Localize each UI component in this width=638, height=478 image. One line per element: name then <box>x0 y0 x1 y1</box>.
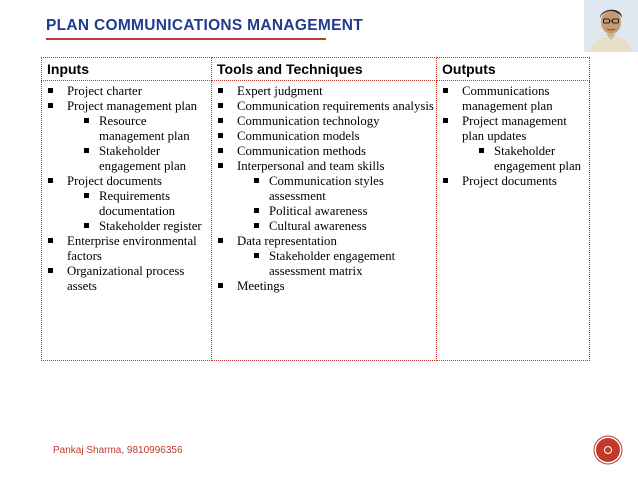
sub-list <box>67 189 209 234</box>
list-item-label: Interpersonal and team skills <box>237 159 385 173</box>
list-item <box>42 234 211 264</box>
list-item-label: Meetings <box>237 279 285 293</box>
list-item-label: Project management plan <box>67 99 198 113</box>
list-item <box>212 84 436 99</box>
list-item <box>42 174 211 234</box>
list-item-label: Project charter <box>67 84 142 98</box>
list-item <box>212 99 436 114</box>
list-item-label: Expert judgment <box>237 84 323 98</box>
header-inputs: Inputs <box>42 58 212 81</box>
sub-list-item: Stakeholder engagement assessment matrix <box>237 249 434 279</box>
list-item-label: Communication models <box>237 129 360 143</box>
list-item <box>437 174 589 189</box>
sub-list <box>67 114 209 174</box>
sub-list-item: Communication styles assessment <box>237 174 434 204</box>
presenter-photo <box>584 0 638 52</box>
list-item <box>212 159 436 234</box>
itto-table <box>41 57 590 361</box>
list-item-label: Enterprise environmental factors <box>67 234 197 263</box>
list-item <box>212 279 436 294</box>
header-outputs: Outputs <box>437 58 590 81</box>
list-item <box>212 129 436 144</box>
list-item <box>437 84 589 114</box>
outputs-cell <box>437 81 590 361</box>
list-item <box>42 99 211 174</box>
list-item-label: Communication technology <box>237 114 380 128</box>
tools-cell <box>212 81 437 361</box>
sub-list-item: Requirements documentation <box>67 189 209 219</box>
list-item-label: Project documents <box>462 174 557 188</box>
sub-list-item: Resource management plan <box>67 114 209 144</box>
list-item-label: Project management plan updates <box>462 114 567 143</box>
sub-list <box>237 174 434 234</box>
list-item <box>212 234 436 279</box>
list-item <box>212 144 436 159</box>
circle-icon <box>604 446 612 454</box>
header-tools: Tools and Techniques <box>212 58 437 81</box>
sub-list-item: Stakeholder engagement plan <box>462 144 587 174</box>
list-item-label: Organizational process assets <box>67 264 185 293</box>
list-item <box>42 264 211 294</box>
list-item-label: Communication requirements analysis <box>237 99 434 113</box>
slide-title: PLAN COMMUNICATIONS MANAGEMENT <box>46 17 363 34</box>
list-item <box>212 114 436 129</box>
footer-credit: Pankaj Sharma, 9810996356 <box>53 445 183 456</box>
sub-list-item: Stakeholder engagement plan <box>67 144 209 174</box>
list-item <box>42 84 211 99</box>
list-item <box>437 114 589 174</box>
list-item-label: Communications management plan <box>462 84 553 113</box>
sub-list <box>462 144 587 174</box>
list-item-label: Data representation <box>237 234 337 248</box>
list-item-label: Project documents <box>67 174 162 188</box>
inputs-cell <box>42 81 212 361</box>
sub-list-item: Stakeholder register <box>67 219 209 234</box>
list-item-label: Communication methods <box>237 144 367 158</box>
sub-list-item: Cultural awareness <box>237 219 434 234</box>
title-underline <box>46 38 326 40</box>
sub-list-item: Political awareness <box>237 204 434 219</box>
sub-list <box>237 249 434 279</box>
next-slide-button[interactable] <box>596 438 620 462</box>
